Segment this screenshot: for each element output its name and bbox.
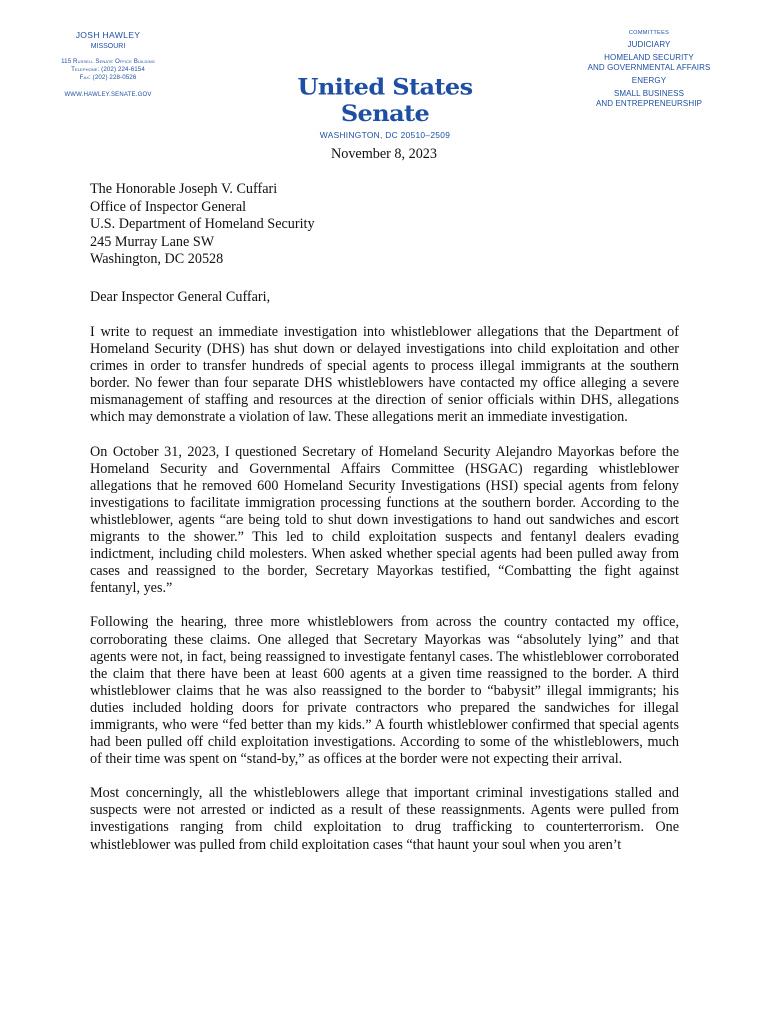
senator-info-block: [38, 30, 178, 99]
recipient-line: The Honorable Joseph V. Cuffari: [90, 181, 278, 197]
committee-line: SMALL BUSINESS: [613, 89, 685, 98]
committee-line: AND ENTREPRENEURSHIP: [595, 99, 702, 108]
senator-website: WWW.HAWLEY.SENATE.GOV: [64, 91, 152, 98]
committees-header: COMMITTEES: [628, 30, 670, 36]
senate-address: WASHINGTON, DC 20510–2509: [319, 130, 451, 140]
letter-body: [90, 324, 679, 871]
letter-date: November 8, 2023: [331, 146, 437, 162]
salutation: Dear Inspector General Cuffari,: [90, 289, 271, 305]
body-paragraph: On October 31, 2023, I questioned Secretary of Homeland Security Alejandro Mayorkas before the Homeland Security and Governmental Affairs Committee (HSGAC) regarding whistleblower allegations that he removed 600 Homeland Security Investigations (HSI) special agents from felony investigations to facilitate immigration processing functions at the southern border. According to the whistleblower, agents “are being told to shut down investigations to hand out sandwiches and escort migrants to the shower.” This led to child exploitation suspects and fentanyl dealers evading indictment, including child molesters. When asked whether special agents had been pulled away from cases and reassigned to the border, Secretary Mayorkas testified, “Combatting the fight against fentanyl, yes.”: [90, 443, 679, 597]
senate-masthead: [250, 72, 520, 140]
recipient-address: [90, 181, 690, 269]
body-paragraph: Following the hearing, three more whistleblowers from across the country contacted my office, corroborating these claims. One alleged that Secretary Mayorkas was “absolutely lying” and that agents were not, in fact, being reassigned to investigate fentanyl cases. The whistleblower corroborated the claim that there have been at least 600 agents at a given time reassigned to the border. A third whistleblower claims that he was also reassigned to the border to “babysit” illegal immigrants; his duties included holding doors for private contractors who prepared the sandwiches for illegal immigrants, who were “fed better than my kids.” A fourth whistleblower confirmed that special agents had been pulled off child exploitation investigations. According to some of the whistleblowers, much of their time was spent on “stand-by,” as offices at the border were not expecting their arrival.: [90, 614, 679, 768]
senator-state: MISSOURI: [90, 43, 126, 50]
office-address: 115 Russell Senate Office Building: [61, 58, 155, 65]
committees-block: [582, 29, 716, 112]
body-paragraph: I write to request an immediate investigation into whistleblower allegations that the Department of Homeland Security (DHS) has shut down or delayed investigations into child exploitation and other crimes in order to transfer hundreds of special agents to process illegal immigrants at the southern border. No fewer than four separate DHS whistleblowers have contacted my office alleging a severe mismanagement of staffing and resources at the direction of senior officials within DHS, allegations which may demonstrate a violation of law. These allegations merit an immediate investigation.: [90, 324, 679, 426]
committee-item: [582, 76, 716, 86]
body-paragraph: Most concerningly, all the whistleblowers allege that important criminal investigations stalled and suspects were not arrested or indicted as a result of these reassignments. Agents were pulled from investigations ranging from child exploitation to drug trafficking to counterterrorism. One whistleblower was pulled from child exploitation cases “that haunt your soul when you aren’t: [90, 785, 679, 853]
committee-line: ENERGY: [631, 76, 667, 85]
office-fax: Fax: (202) 228-0526: [79, 74, 137, 82]
recipient-line: Washington, DC 20528: [90, 251, 224, 268]
recipient-line: 245 Murray Lane SW: [90, 233, 215, 250]
committee-item: [582, 53, 716, 73]
committee-item: [582, 89, 716, 109]
committee-item: [582, 40, 716, 50]
senator-name: JOSH HAWLEY: [75, 30, 141, 40]
committee-line: HOMELAND SECURITY: [604, 53, 694, 62]
office-telephone: Telephone: (202) 224-6154: [71, 66, 145, 74]
recipient-line: Office of Inspector General: [90, 198, 247, 215]
recipient-line: U.S. Department of Homeland Security: [90, 216, 315, 233]
senate-title: United States Senate: [297, 72, 473, 127]
committee-line: AND GOVERNMENTAL AFFAIRS: [587, 63, 711, 72]
committee-line: JUDICIARY: [627, 40, 671, 49]
